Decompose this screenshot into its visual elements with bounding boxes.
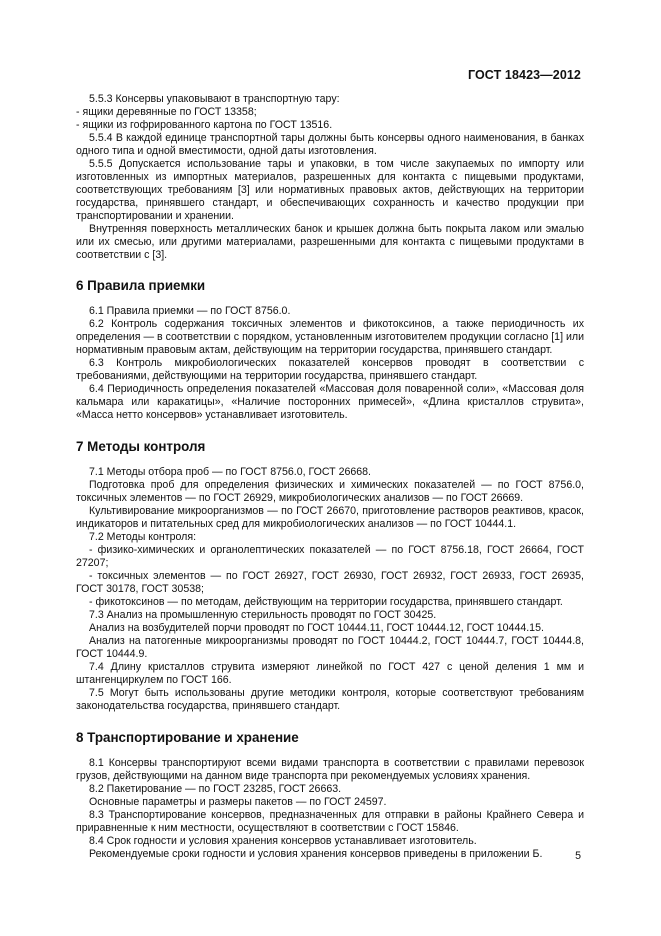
paragraph: 7.3 Анализ на промышленную стерильность проводят по ГОСТ 30425.: [89, 609, 437, 621]
paragraph: 6.3 Контроль микробиологических показателей консервов проводят в соответствии с требованиями, действующими на территории государства, принявшего стандарт.: [76, 357, 584, 382]
paragraph: 8.1 Консервы транспортируют всеми видами транспорта в соответствии с правилами перевозок грузов, действующими на данном виде транспорта при рекомендуемых условиях хранения.: [76, 757, 584, 782]
paragraph: Внутренняя поверхность металлических банок и крышек должна быть покрыта лаком или эмалью или их смесью, или другими материалами, разрешенными для контакта с пищевыми продуктами в соответствии с [3].: [76, 223, 584, 261]
section-8-block: [76, 757, 584, 861]
paragraph: Основные параметры и размеры пакетов — по ГОСТ 24597.: [89, 796, 387, 808]
paragraph: 7.5 Могут быть использованы другие методики контроля, которые соответствуют требованиям законодательства государства, принявшего стандарт.: [76, 687, 584, 712]
paragraph: 7.2 Методы контроля:: [89, 531, 197, 543]
paragraph: 6.1 Правила приемки — по ГОСТ 8756.0.: [89, 305, 291, 317]
paragraph: Подготовка проб для определения физических и химических показателей — по ГОСТ 8756.0, токсичных элементов — по ГОСТ 26929, микробиологических анализов — по ГОСТ 26669.: [76, 479, 584, 504]
paragraph: 5.5.4 В каждой единице транспортной тары должны быть консервы одного наименования, в банках одного типа и одной вместимости, одной даты изготовления.: [76, 132, 584, 157]
paragraph: 8.3 Транспортирование консервов, предназначенных для отправки в районы Крайнего Севера и приравненные к ним местности, осуществляют в соответствии с ГОСТ 15846.: [76, 809, 584, 834]
list-item: - ящики деревянные по ГОСТ 13358;: [76, 106, 257, 118]
paragraph: 6.4 Периодичность определения показателей «Массовая доля поваренной соли», «Массовая доля кальмара или каракатицы», «Наличие посторонних примесей», «Длина кристаллов струвита», «Масса нетто консервов» устанавливает изготовитель.: [76, 383, 584, 421]
paragraph: 7.1 Методы отбора проб — по ГОСТ 8756.0, ГОСТ 26668.: [89, 466, 372, 478]
paragraph: Анализ на патогенные микроорганизмы проводят по ГОСТ 10444.2, ГОСТ 10444.7, ГОСТ 10444.8, ГОСТ 10444.9.: [76, 635, 584, 660]
paragraph: Анализ на возбудителей порчи проводят по ГОСТ 10444.11, ГОСТ 10444.12, ГОСТ 10444.15.: [89, 622, 544, 634]
section-5-5-block: [76, 93, 584, 262]
paragraph: - токсичных элементов — по ГОСТ 26927, ГОСТ 26930, ГОСТ 26932, ГОСТ 26933, ГОСТ 26935, ГОСТ 30178, ГОСТ 30538;: [76, 570, 584, 595]
paragraph: - фикотоксинов — по методам, действующим на территории государства, принявшего стандарт.: [89, 596, 563, 608]
page-number: 5: [575, 850, 581, 862]
list-item: - ящики из гофрированного картона по ГОСТ 13516.: [76, 119, 333, 131]
paragraph: Рекомендуемые сроки годности и условия хранения консервов приведены в приложении Б.: [89, 848, 543, 860]
paragraph: 8.2 Пакетирование — по ГОСТ 23285, ГОСТ 26663.: [89, 783, 342, 795]
paragraph: 7.4 Длину кристаллов струвита измеряют линейкой по ГОСТ 427 с ценой деления 1 мм и штангенциркулем по ГОСТ 166.: [76, 661, 584, 686]
paragraph: 8.4 Срок годности и условия хранения консервов устанавливает изготовитель.: [89, 835, 477, 847]
paragraph: Культивирование микроорганизмов — по ГОСТ 26670, приготовление растворов реактивов, красок, индикаторов и питательных сред для микробиологических анализов — по ГОСТ 10444.1.: [76, 505, 584, 530]
section-8-heading: 8 Транспортирование и хранение: [76, 730, 299, 745]
paragraph: 6.2 Контроль содержания токсичных элементов и фикотоксинов, а также периодичность их определения — в соответствии с порядком, установленным изготовителем продукции согласно [1] или нормативным правовым актам, действующим на территории государства, принявшего стандарт.: [76, 318, 584, 356]
section-6-heading: 6 Правила приемки: [76, 278, 206, 293]
paragraph: 5.5.3 Консервы упаковывают в транспортную тару:: [89, 93, 340, 105]
paragraph: 5.5.5 Допускается использование тары и упаковки, в том числе закупаемых по импорту или изготовленных из импортных материалов, разрешенных для контакта с пищевыми продуктами, соответствующих требованиям [3] или нормативных правовых актов, действующих на территории государства, принявшего стандарт, и обеспечивающих сохранность и качество продукции при транспортировании и хранении.: [76, 158, 584, 222]
document-header: ГОСТ 18423—2012: [467, 68, 581, 82]
section-7-heading: 7 Методы контроля: [76, 439, 206, 454]
section-7-block: [76, 466, 584, 713]
document-body: [76, 93, 584, 861]
section-6-block: [76, 305, 584, 422]
paragraph: - физико-химических и органолептических показателей — по ГОСТ 8756.18, ГОСТ 26664, ГОСТ 27207;: [76, 544, 584, 569]
